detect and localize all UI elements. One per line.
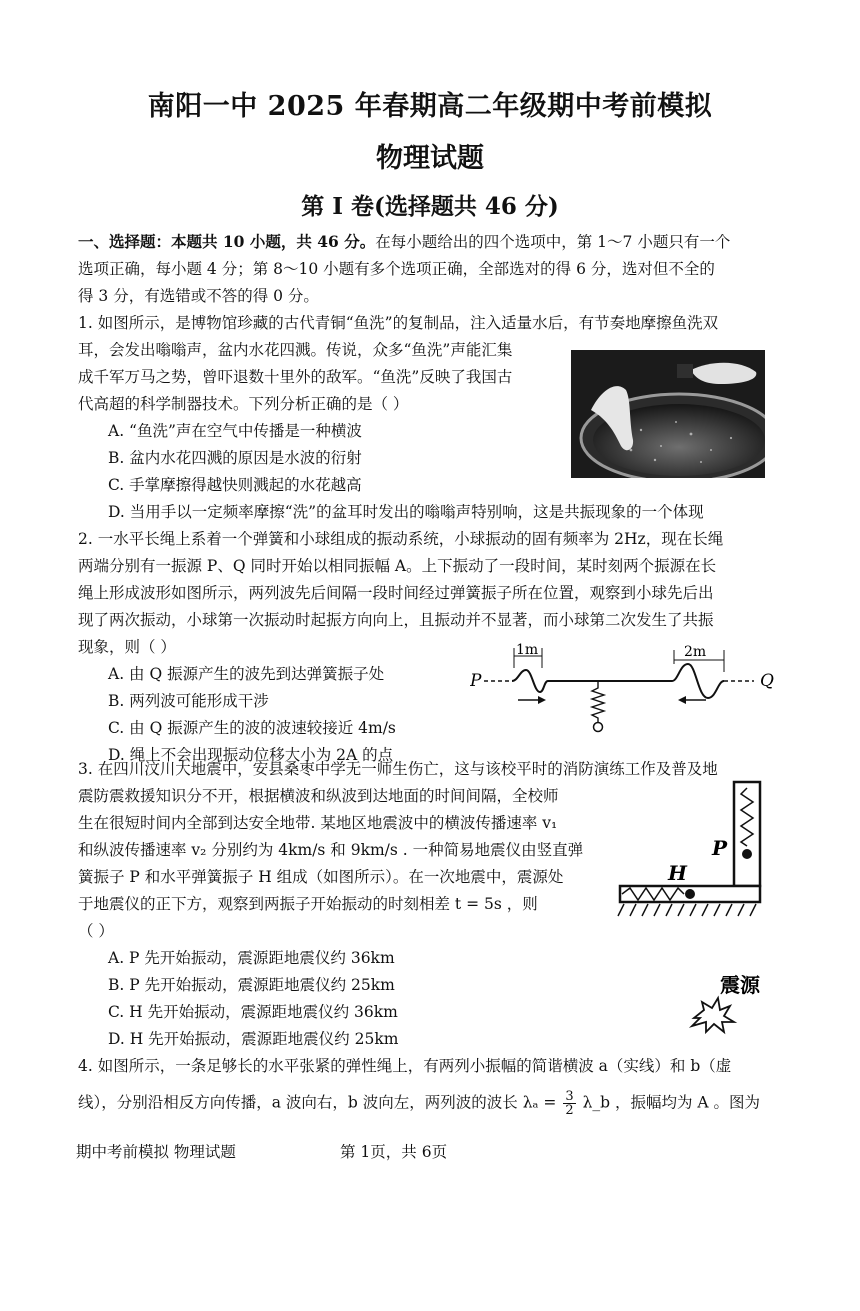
exam-title: 南阳一中 2025 年春期高二年级期中考前模拟 [147, 91, 713, 122]
q1-option-c: C. 手掌摩擦得越快则溅起的水花越高 [108, 476, 362, 494]
q2-option-c: C. 由 Q 振源产生的波的波速较接近 4m/s [108, 719, 396, 737]
instructions-rest: 在每小题给出的四个选项中，第 1～7 小题只有一个 [375, 233, 731, 251]
q1-option-a: A. “鱼洗”声在空气中传播是一种横波 [108, 422, 362, 440]
q3-option-c: C. H 先开始振动，震源距地震仪约 36km [108, 1003, 398, 1021]
q4-line-2-end: λ_b ，振幅均为 A 。图为 [582, 1093, 761, 1112]
q4-line-2 [78, 1090, 760, 1117]
q1-line-3: 成千军万马之势，曾吓退数十里外的敌军。“鱼洗”反映了我国古 [78, 368, 513, 386]
q2-option-d: D. 绳上不会出现振动位移大小为 2A 的点 [108, 746, 394, 764]
q2-line-2: 两端分别有一振源 P、Q 同时开始以相同振幅 A。上下振动了一段时间，某时刻两个振源在长 [78, 557, 717, 575]
q3-line-4: 和纵波传播速率 v₂ 分别约为 4km/s 和 9km/s . 一种简易地震仪由竖直弹 [78, 841, 584, 859]
burst-icon [692, 998, 734, 1032]
q1-line-4: 代高超的科学制器技术。下列分析正确的是（ ） [78, 395, 409, 413]
epicenter-marker [686, 970, 776, 1036]
label-1m: 1m [516, 642, 539, 658]
q4-line-1: 4. 如图所示，一条足够长的水平张紧的弹性绳上，有两列小振幅的简谐横波 a（实线）和 b（虚 [78, 1057, 732, 1075]
q1-line-1: 1. 如图所示，是博物馆珍藏的古代青铜“鱼洗”的复制品，注入适量水后，有节奏地摩擦鱼洗双 [78, 314, 719, 332]
q2-line-1: 2. 一水平长绳上系着一个弹簧和小球组成的振动系统，小球振动的固有频率为 2Hz，现在长绳 [78, 530, 724, 548]
instructions-line-3: 得 3 分，有选错或不答的得 0 分。 [78, 287, 319, 305]
q2-line-5: 现象，则（ ） [78, 638, 176, 656]
q3-option-a: A. P 先开始振动，震源距地震仪约 36km [108, 949, 395, 967]
seismograph-diagram [616, 778, 776, 930]
q1-option-b: B. 盆内水花四溅的原因是水波的衍射 [108, 449, 362, 467]
q1-line-2: 耳，会发出嗡嗡声，盆内水花四溅。传说，众多“鱼洗”声能汇集 [78, 341, 513, 359]
q3-line-3: 生在很短时间内全部到达安全地带. 某地区地震波中的横波传播速率 v₁ [78, 814, 558, 832]
q3-line-1: 3. 在四川汶川大地震中，安县桑枣中学无一师生伤亡，这与该校平时的消防演练工作及普及地 [78, 760, 718, 778]
q1-option-d: D. 当用手以一定频率摩擦“洗”的盆耳时发出的嗡嗡声特别响，这是共振现象的一个体现 [108, 503, 704, 521]
label-q: Q [760, 671, 774, 691]
instructions-line-1 [78, 232, 730, 252]
q3-option-b: B. P 先开始振动，震源距地震仪约 25km [108, 976, 395, 994]
q2-option-a: A. 由 Q 振源产生的波先到达弹簧振子处 [108, 665, 385, 683]
q2-line-4: 现了两次振动，小球第一次振动时起振方向向上，且振动并不显著，而小球第二次发生了共振 [78, 611, 714, 629]
q3-line-7: （ ） [78, 922, 114, 940]
q4-line-2-start: 线），分别沿相反方向传播，a 波向右，b 波向左，两列波的波长 λₐ = [78, 1093, 557, 1112]
q3-option-d: D. H 先开始振动，震源距地震仪约 25km [108, 1030, 399, 1048]
fraction-numerator: 3 [565, 1089, 574, 1104]
label-epicenter: 震源 [720, 973, 760, 997]
q3-line-2: 震防震救援知识分不开，根据横波和纵波到达地面的时间间隔，全校师 [78, 787, 559, 805]
instructions-line-2: 选项正确，每小题 4 分；第 8～10 小题有多个选项正确，全部选对的得 6 分，选对但不全的 [78, 260, 715, 278]
label-h-oscillator: H [668, 861, 687, 885]
fraction-denominator: 2 [565, 1103, 574, 1118]
label-p-oscillator: P [712, 836, 728, 860]
instructions-lead: 一、选择题：本题共 10 小题，共 46 分。 [78, 232, 376, 251]
exam-subject: 物理试题 [376, 143, 484, 174]
footer-exam-name: 期中考前模拟 物理试题 [76, 1143, 236, 1161]
rope-wave-diagram [470, 642, 790, 738]
label-p: P [470, 671, 482, 691]
section-title: 第 I 卷(选择题共 46 分) [301, 193, 559, 220]
wavelength-fraction [563, 1090, 575, 1117]
q2-line-3: 绳上形成波形如图所示，两列波先后间隔一段时间经过弹簧振子所在位置，观察到小球先后出 [78, 584, 714, 602]
q3-line-6: 于地震仪的正下方，观察到两振子开始振动的时刻相差 t = 5s ，则 [78, 895, 538, 913]
q2-option-b: B. 两列波可能形成干涉 [108, 692, 269, 710]
q3-line-5: 簧振子 P 和水平弹簧振子 H 组成（如图所示）。在一次地震中，震源处 [78, 868, 564, 886]
fish-basin-photo [571, 350, 765, 478]
footer-page-number: 第 1页，共 6页 [340, 1143, 448, 1161]
label-2m: 2m [684, 644, 707, 660]
